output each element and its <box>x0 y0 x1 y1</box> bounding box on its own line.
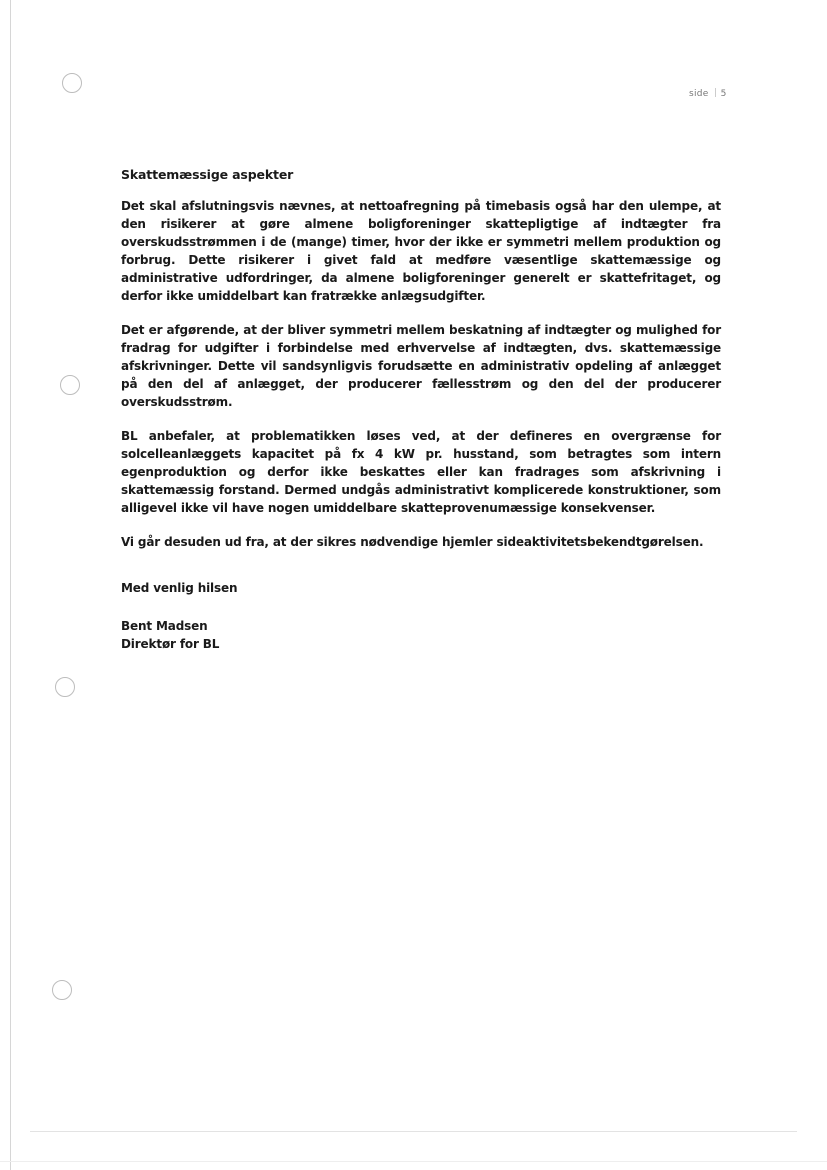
letter-body <box>121 166 721 653</box>
punch-hole-4 <box>52 980 72 1000</box>
page-number-value: 5 <box>720 89 727 99</box>
signature-title: Direktør for BL <box>121 637 220 651</box>
punch-hole-2 <box>60 375 80 395</box>
signature-name: Bent Madsen <box>121 619 208 633</box>
closing-greeting: Med venlig hilsen <box>121 581 238 595</box>
paragraph-2: Det er afgørende, at der bliver symmetri mellem beskatning af indtægter og mulighed for fradrag for udgifter i forbindelse med erhvervelse af indtægten, dvs. skattemæssige afskrivninger. Dette vil sandsynligvis forudsætte en administrativ opdeling af anlægget på den del af anlægget, der producerer fællesstrøm og den del der producerer overskudsstrøm. <box>121 323 721 409</box>
punch-hole-1 <box>62 73 82 93</box>
paragraph-1: Det skal afslutningsvis nævnes, at nettoafregning på timebasis også har den ulempe, at den risikerer at gøre almene boligforeninger skattepligtige af indtægter fra overskudsstrømmen i de (mange) timer, hvor der ikke er symmetri mellem produktion og forbrug. Dette risikerer i givet fald at medføre væsentlige skattemæssige og administrative udfordringer, da almene boligforeninger generelt er skattefritaget, og derfor ikke umiddelbart kan fratrække anlægsudgifter. <box>121 199 721 303</box>
punch-hole-3 <box>55 677 75 697</box>
paragraph-4: Vi går desuden ud fra, at der sikres nødvendige hjemler sideaktivitetsbekendtgørelsen. <box>121 535 704 549</box>
scan-edge-line <box>30 1131 797 1132</box>
paragraph-3: BL anbefaler, at problematikken løses ved, at der defineres en overgrænse for solcelleanlæggets kapacitet på fx 4 kW pr. husstand, som betragtes som intern egenproduktion og derfor ikke beskattes eller kan fradrages som afskrivning i skattemæssig forstand. Dermed undgås administrativt komplicerede konstruktioner, som alligevel ikke vil have nogen umiddelbare skatteprovenumæssige konsekvenser. <box>121 429 721 515</box>
page-number-label: side <box>689 89 709 99</box>
section-heading: Skattemæssige aspekter <box>121 167 294 182</box>
scan-edge-line-bottom <box>0 1161 827 1162</box>
page-edge <box>10 0 11 1170</box>
page-number <box>689 88 727 99</box>
page-number-separator <box>715 88 716 97</box>
